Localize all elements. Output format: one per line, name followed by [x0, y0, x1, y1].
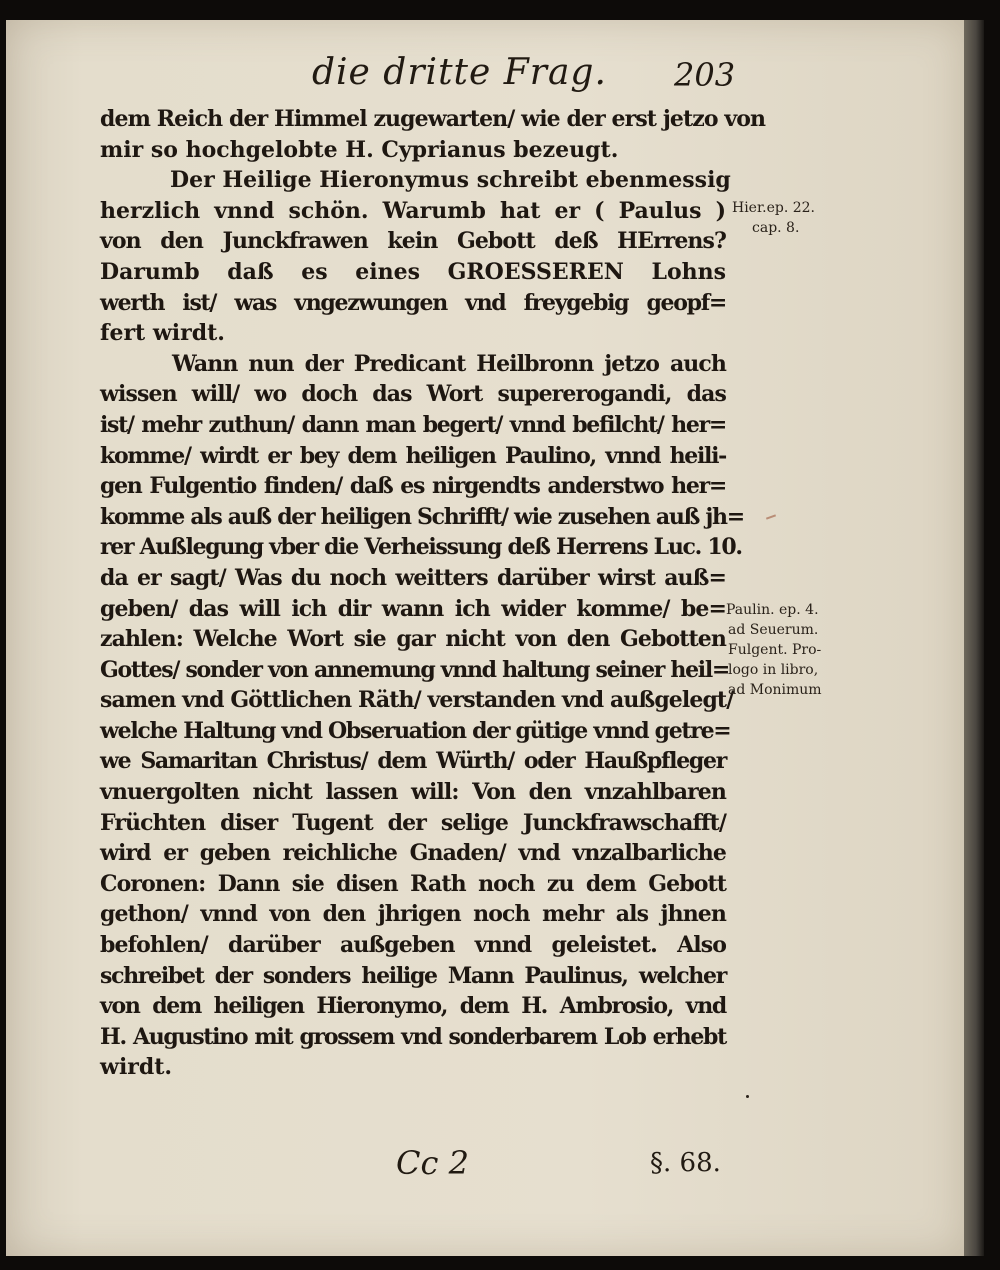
text-line: Darumb daß es eines GROESSEREN Lohns [100, 258, 726, 285]
text-line: komme als auß der heiligen Schrifft/ wie zusehen auß jh= [100, 503, 744, 530]
text-line: Gottes/ sonder von annemung vnnd haltung seiner heil= [100, 656, 730, 683]
text-line: Früchten diser Tugent der selige Junckfrawschafft/ [100, 809, 726, 836]
margin-note-line: Fulgent. Pro- [728, 642, 822, 658]
text-line: befohlen/ darüber außgeben vnnd geleistet. Also [100, 932, 726, 959]
text-line: gethon/ vnnd von den jhrigen noch mehr als jhnen [100, 901, 726, 928]
margin-note-line: logo in libro, [728, 662, 819, 678]
text-block [100, 104, 766, 1083]
margin-note-line: Paulin. ep. 4. [726, 602, 819, 618]
margin-note-paulinus [726, 600, 886, 700]
text-line: we Samaritan Christus/ dem Würth/ oder Haußpfleger [100, 748, 726, 775]
text-line: komme/ wirdt er bey dem heiligen Paulino, vnnd heili- [100, 442, 726, 469]
text-line: ist/ mehr zuthun/ dann man begert/ vnnd befilcht/ her= [100, 411, 726, 438]
signature-mark: Cc 2 [396, 1144, 469, 1182]
text-line: gen Fulgentio finden/ daß es nirgendts anderstwo her= [100, 473, 726, 500]
catchword: §. 68. [650, 1148, 721, 1178]
text-line: welche Haltung vnd Obseruation der gütige vnnd getre= [100, 717, 731, 744]
text-line: von dem heiligen Hieronymo, dem H. Ambrosio, vnd [100, 993, 726, 1020]
text-line: herzlich vnnd schön. Warumb hat er ( Paulus ) [100, 197, 726, 224]
text-line: zahlen: Welche Wort sie gar nicht von den Gebotten [100, 626, 726, 653]
ink-dot [746, 1095, 749, 1098]
text-line: Coronen: Dann sie disen Rath noch zu dem Gebott [100, 870, 726, 897]
margin-note-line: Hier.ep. 22. [732, 200, 815, 216]
margin-note-hieronymus [732, 198, 842, 238]
running-title: die dritte Frag. [312, 52, 607, 93]
text-line: wird er geben reichliche Gnaden/ vnd vnzalbarliche [100, 840, 726, 867]
text-line: mir so hochgelobte H. Cyprianus bezeugt. [100, 136, 619, 163]
text-line: samen vnd Göttlichen Räth/ verstanden vnd außgelegt/ [100, 687, 734, 714]
margin-note-line: ad Seuerum. [728, 622, 819, 638]
text-line: von den Junckfrawen kein Gebott deß HErrens? [100, 228, 726, 255]
text-line: wissen will/ wo doch das Wort supererogandi, das [100, 381, 726, 408]
text-line: vnuergolten nicht lassen will: Von den vnzahlbaren [100, 779, 726, 806]
text-line: da er sagt/ Was du noch weitters darüber wirst auß= [100, 564, 726, 591]
text-line: H. Augustino mit grossem vnd sonderbarem Lob erhebt [100, 1023, 726, 1050]
text-line: geben/ das will ich dir wann ich wider komme/ be= [100, 595, 726, 622]
text-line: schreibet der sonders heilige Mann Paulinus, welcher [100, 962, 726, 989]
margin-note-line: ad Monimum [728, 682, 822, 698]
page-number: 203 [674, 56, 736, 94]
text-line: Der Heilige Hieronymus schreibt ebenmessig [170, 167, 731, 194]
text-line: Wann nun der Predicant Heilbronn jetzo auch [172, 350, 726, 377]
text-line: fert wirdt. [100, 320, 225, 347]
text-line: rer Außlegung vber die Verheissung deß Herrens Luc. 10. [100, 534, 742, 561]
text-line: wirdt. [100, 1054, 173, 1081]
text-line: dem Reich der Himmel zugewarten/ wie der erst jetzo von [100, 106, 766, 132]
book-edge [964, 20, 984, 1256]
margin-note-line: cap. 8. [752, 220, 800, 236]
text-line: werth ist/ was vngezwungen vnd freygebig geopf= [100, 289, 726, 316]
